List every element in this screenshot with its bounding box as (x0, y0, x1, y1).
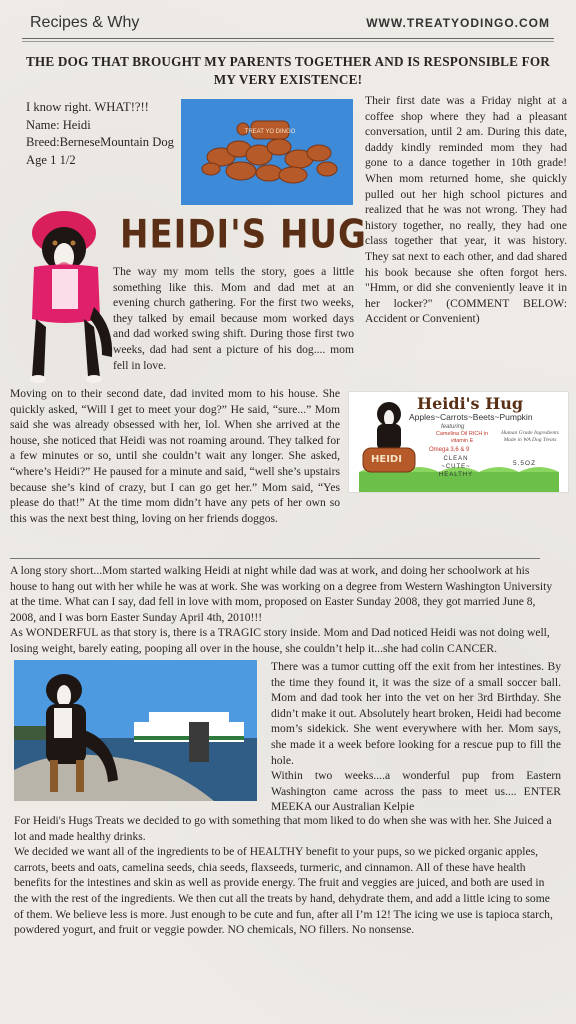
header-rule (22, 38, 554, 39)
first-date-paragraph: Their first date was a Friday night at a coffee shop where they had a pleasant conversation, until 2 am. During this date, daddy kindly reminded mom they had gone to a dance together in 10th grade! When mom returned home, she quickly pulled out her high school pictures and realized that he was not wrong. They had history together, no really, they had one class together that year, it was history. They sat next to each other, and dad shared his book because she often forgot hers. "Hmm, or did she conveniently leave it in her locker?" (COMMENT BELOW: Accident or Convenient) (365, 94, 567, 326)
long-story-paragraph: A long story short...Mom started walking Heidi at night while dad was at work, and doing her schoolwork at his house to hang out with her while he was at work. She was working on a degree from Western Washington University at the time. What can I say, dad fell in love with mom, proposed on Easter Sunday 2008, they got married June 8, 2008, and I was born Easter Sunday April 4th, 2010!!! (10, 564, 553, 624)
label-weight: 5.5OZ (513, 460, 537, 467)
header-rule-secondary (22, 41, 554, 42)
heidi-pink-jacket-photo (14, 207, 116, 387)
profile-exclamation: I know right. WHAT!?!! (26, 100, 149, 114)
treats-intro-paragraph: For Heidi's Hugs Treats we decided to go with something that mom liked to do when she was with her. She Juiced a lot and made healthy drinks. (14, 814, 552, 843)
article-title: HEIDI'S HUG (120, 212, 367, 258)
profile-age: Age 1 1/2 (26, 152, 76, 167)
label-tags: CLEAN ~CUTE~ HEALTHY (438, 456, 474, 478)
brand-name: Recipes & Why (30, 14, 140, 31)
tumor-section (271, 659, 561, 815)
label-treat-text: HEIDI (371, 454, 402, 465)
page-headline: THE DOG THAT BROUGHT MY PARENTS TOGETHER AND IS RESPONSIBLE FOR MY VERY EXISTENCE! (25, 54, 551, 87)
label-featuring: featuring (441, 424, 465, 430)
long-story-section (10, 563, 556, 657)
label-made: Human Grade Ingredients Made in WA Dog Treats (501, 430, 559, 443)
product-label-image (348, 391, 569, 493)
tragic-paragraph: As WONDERFUL as that story is, there is a TRAGIC story inside. Mom and Dad noticed Heidi was not doing well, losing weight, barely eating, pooping all over in the house, she couldn’t help it...she had colin CANCER. (10, 626, 550, 655)
profile-name: Name: Heidi (26, 117, 91, 132)
site-url[interactable]: WWW.TREATYODINGO.COM (366, 16, 550, 30)
treats-ingredients-paragraph: We decided we want all of the ingredients to be of HEALTHY benefit to your pups, so we picked organic apples, carrots, beets and oats, camelina seeds, chia seeds, flaxseeds, turmeric, and cinnamon. All of these have health benefits for the intestines and skin as well as provide energy. The fruit and veggies are juiced, and both are used in the with the rest of the ingredients. We then cut all the treats by hand, dehydrate them, and add a little icing to some of them. We believe less is more. Just enough to be cute and fun, after all I’m 12! The icing we use is tapioca starch, powdered yogurt, and fruit or veggie powder. NO chemicals, NO fillers. No nonsense. (14, 845, 553, 937)
meeka-paragraph: Within two weeks....a wonderful pup from Eastern Washington came across the pass to meet us.... ENTER MEEKA our Australian Kelpie (271, 769, 561, 814)
story-start-paragraph: The way my mom tells the story, goes a little something like this. Mom and dad met at an evening church gathering. For the first two weeks, they talked by email because mom worked days and dad worked swing shift. During those first two weeks, dad had sent a picture of his dog.... mom fell in love. (113, 265, 354, 372)
label-title: Heidi's Hug (417, 394, 524, 413)
label-omega: Omega 3,6 & 9 (429, 447, 470, 453)
profile-breed: Breed:BerneseMountain Dog (26, 135, 174, 150)
tumor-paragraph: There was a tumor cutting off the exit from her intestines. By the time they found it, it was the size of a small soccer ball. Mom and dad took her into the vet on her 3rd Birthday. She didn’t make it out. Absolutely heart broken, Heidi had become mom’s sidekick. She went everywhere with her. Mom says, she made it a week before looking for a rescue pup to fill the hole. (271, 660, 561, 767)
heidi-ferry-photo (14, 660, 257, 801)
treats-photo (181, 99, 353, 205)
label-camelina: Camelina Oil RICH in vitamin E (435, 431, 489, 444)
svg-text:TREAT YO DINGO: TREAT YO DINGO (244, 129, 296, 135)
label-ingredients: Apples~Carrots~Beets~Pumpkin (409, 412, 533, 422)
treats-section (14, 813, 556, 938)
second-date-paragraph: Moving on to their second date, dad invited mom to his house. She quickly asked, “Will I get to meet your dog?” He said, “sure...” Mom said she was already obsessed with her, lol. When she arrived at the house, she noticed that Heidi was not roaming around. They talked for a few minutes or so, until she couldn’t wait any longer. She asked, “where’s Heidi?” He paused for a minute and said, “well she’s upstairs because she’s kind of crazy, but I can go get her.” Mom said, “Yes please do that!” At the time mom didn’t have any pets of her own so this was the next best thing, loving on her friends doggos. (10, 387, 340, 525)
dog-profile (26, 99, 181, 169)
section-divider (10, 558, 540, 559)
